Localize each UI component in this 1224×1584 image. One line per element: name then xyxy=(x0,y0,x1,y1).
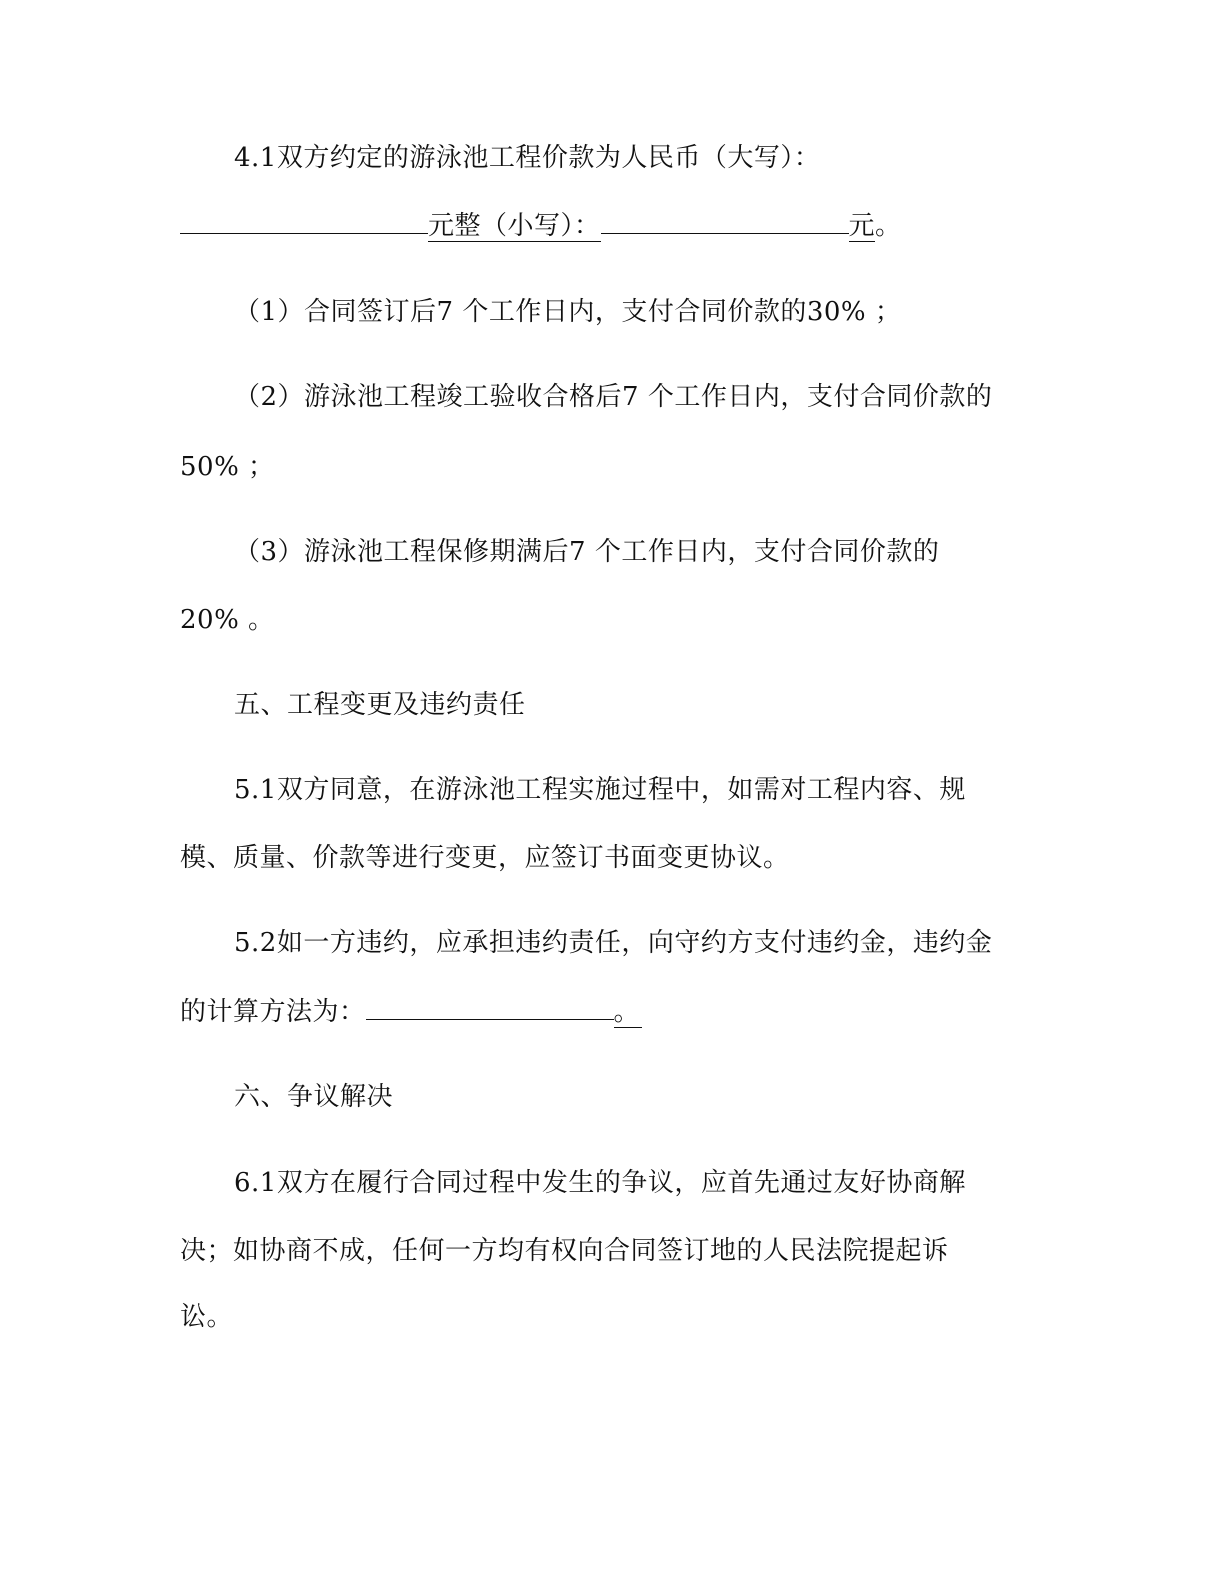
clause-6-1-line-1: 6.1双方在履行合同过程中发生的争议，应首先通过友好协商解 xyxy=(234,1168,966,1198)
clause-4-1-line-1: 4.1双方约定的游泳池工程价款为人民币（大写）： xyxy=(234,143,821,173)
payment-item-1: （1）合同签订后7 个工作日内，支付合同价款的30% ； xyxy=(234,297,902,327)
payment-item-2-line-1: （2）游泳池工程竣工验收合格后7 个工作日内，支付合同价款的 xyxy=(234,382,993,412)
clause-4-1-period: 。 xyxy=(875,211,902,241)
amount-uppercase-blank xyxy=(180,209,428,234)
penalty-calc-label: 的计算方法为： xyxy=(180,997,366,1027)
clause-5-2-line-1: 5.2如一方违约，应承担违约责任，向守约方支付违约金，违约金 xyxy=(234,928,993,958)
payment-item-3-line-2: 20% 。 xyxy=(180,605,275,635)
payment-item-3-line-1: （3）游泳池工程保修期满后7 个工作日内，支付合同价款的 xyxy=(234,537,940,567)
clause-5-1-line-2: 模、质量、价款等进行变更，应签订书面变更协议。 xyxy=(180,843,790,873)
section-6-heading: 六、争议解决 xyxy=(234,1082,394,1112)
clause-5-1-line-1: 5.1双方同意，在游泳池工程实施过程中，如需对工程内容、规 xyxy=(234,775,966,805)
clause-6-1-line-2: 决；如协商不成，任何一方均有权向合同签订地的人民法院提起诉 xyxy=(180,1236,949,1266)
penalty-calc-period: 。 xyxy=(613,997,641,1027)
amount-uppercase-label: 元整（小写）： xyxy=(428,211,601,241)
clause-6-1-line-3: 讼。 xyxy=(180,1302,234,1332)
clause-4-1-line-2 xyxy=(180,209,902,243)
amount-unit: 元 xyxy=(848,211,876,241)
section-5-heading: 五、工程变更及违约责任 xyxy=(234,690,526,720)
clause-5-2-line-2 xyxy=(180,995,642,1029)
payment-item-2-line-2: 50% ； xyxy=(180,452,275,482)
penalty-calc-blank xyxy=(366,995,614,1020)
amount-lowercase-blank xyxy=(601,209,849,234)
